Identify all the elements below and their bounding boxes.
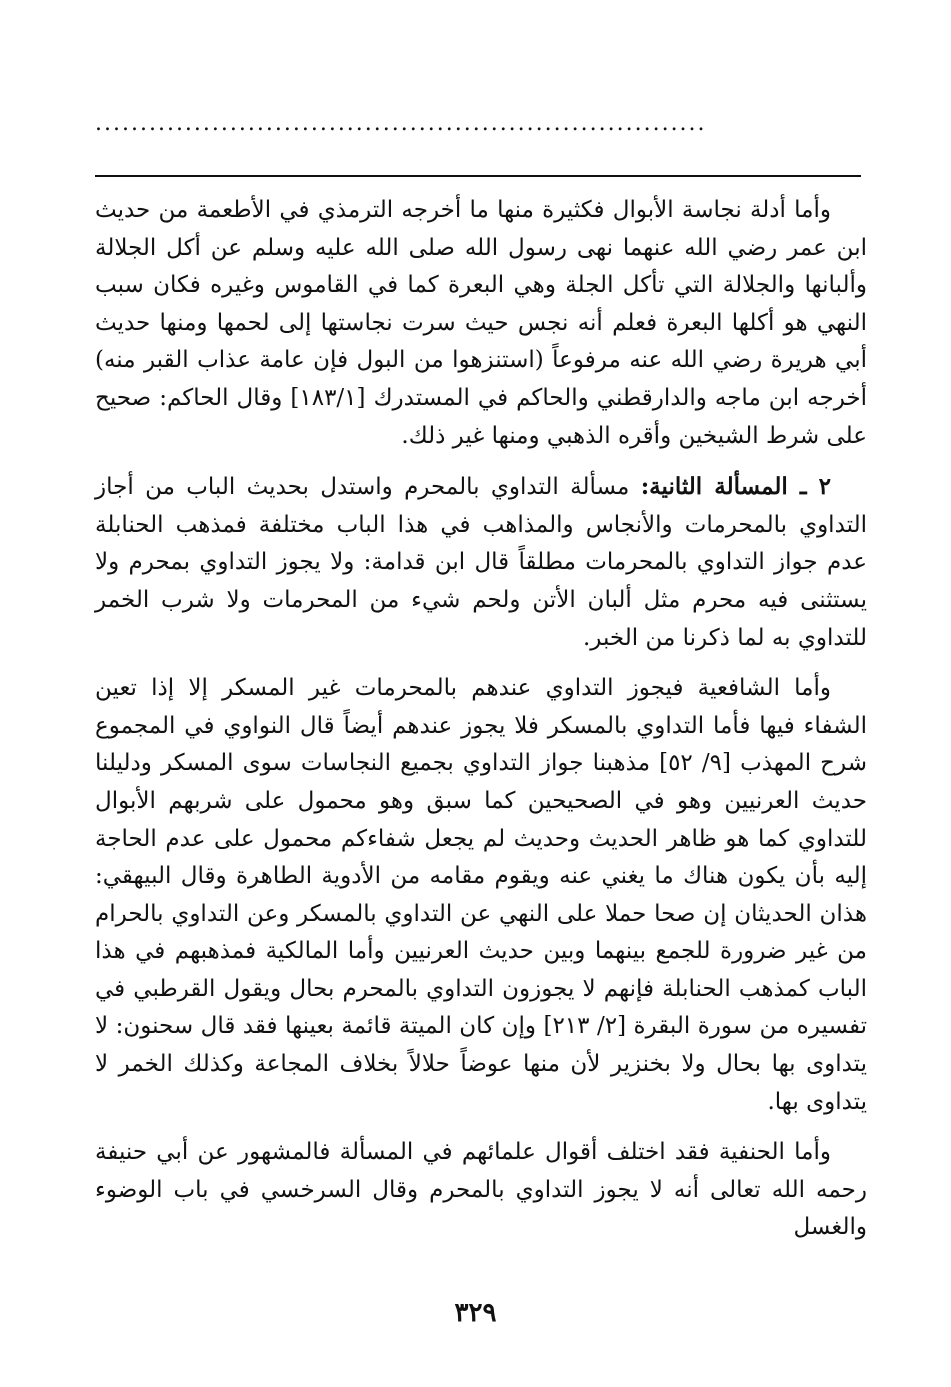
paragraph-second-issue: [95, 468, 867, 657]
second-issue-heading: ٢ ـ المسألة الثانية:: [640, 473, 831, 501]
dotted-separator: ....................................................................: [95, 112, 707, 136]
main-text: [95, 192, 867, 1247]
paragraph-urine-impurity-evidence: وأما أدلة نجاسة الأبوال فكثيرة منها ما أخرجه الترمذي في الأطعمة من حديث ابن عمر رضي الله عنهما نهى رسول الله صلى الله عليه وسلم عن أكل الجلالة وألبانها والجلالة التي تأكل الجلة وهي البعرة كما في القاموس وغيره فكان سبب النهي هو أكلها البعرة فعلم أنه نجس حيث سرت نجاستها إلى لحمها ومنها حديث أبي هريرة رضي الله عنه مرفوعاً (استنزهوا من البول فإن عامة عذاب القبر منه) أخرجه ابن ماجه والدارقطني والحاكم في المستدرك [١٨٣/١] وقال الحاكم: صحيح على شرط الشيخين وأقره الذهبي ومنها غير ذلك.: [95, 197, 868, 449]
second-issue-body: مسألة التداوي بالمحرم واستدل بحديث الباب من أجاز التداوي بالمحرمات والأنجاس والمذاهب في هذا الباب مختلفة فمذهب الحنابلة عدم جواز التداوي بالمحرمات مطلقاً قال ابن قدامة: ولا يجوز التداوي بمحرم ولا يستثنى فيه محرم مثل ألبان الأتن ولحم شيء من المحرمات ولا شرب الخمر للتداوي به لما ذكرنا من الخبر.: [95, 474, 867, 651]
page-number: ٣٢٩: [454, 1298, 497, 1328]
paragraph-hanafi-view: وأما الحنفية فقد اختلف أقوال علمائهم في المسألة فالمشهور عن أبي حنيفة رحمه الله تعالى أنه لا يجوز التداوي بالمحرم وقال السرخسي في باب الوضوء والغسل: [95, 1139, 867, 1241]
footnote-rule: [95, 175, 861, 177]
paragraph-shafii-view: وأما الشافعية فيجوز التداوي عندهم بالمحرمات غير المسكر إلا إذا تعين الشفاء فيها فأما التداوي بالمسكر فلا يجوز عندهم أيضاً قال النواوي في المجموع شرح المهذب [٩/ ٥٢] مذهبنا جواز التداوي بجميع النجاسات سوى المسكر ودليلنا حديث العرنيين وهو في الصحيحين كما سبق وهو محمول على شربهم الأبوال للتداوي كما هو ظاهر الحديث وحديث لم يجعل شفاءكم محمول على عدم الحاجة إليه بأن يكون هناك ما يغني عنه ويقوم مقامه من الأدوية الطاهرة وقال البيهقي: هذان الحديثان إن صحا حملا على النهي عن التداوي بالمسكر وعن التداوي بالحرام من غير ضرورة للجمع بينهما وبين حديث العرنيين وأما المالكية فمذهبهم في هذا الباب كمذهب الحنابلة فإنهم لا يجوزون التداوي بالمحرم بحال ويقول القرطبي في تفسيره من سورة البقرة [٢/ ٢١٣] وإن كان الميتة قائمة بعينها فقد قال سحنون: لا يتداوى بها بحال ولا بخنزير لأن منها عوضاً حلالاً بخلاف المجاعة وكذلك الخمر لا يتداوى بها.: [95, 675, 867, 1115]
